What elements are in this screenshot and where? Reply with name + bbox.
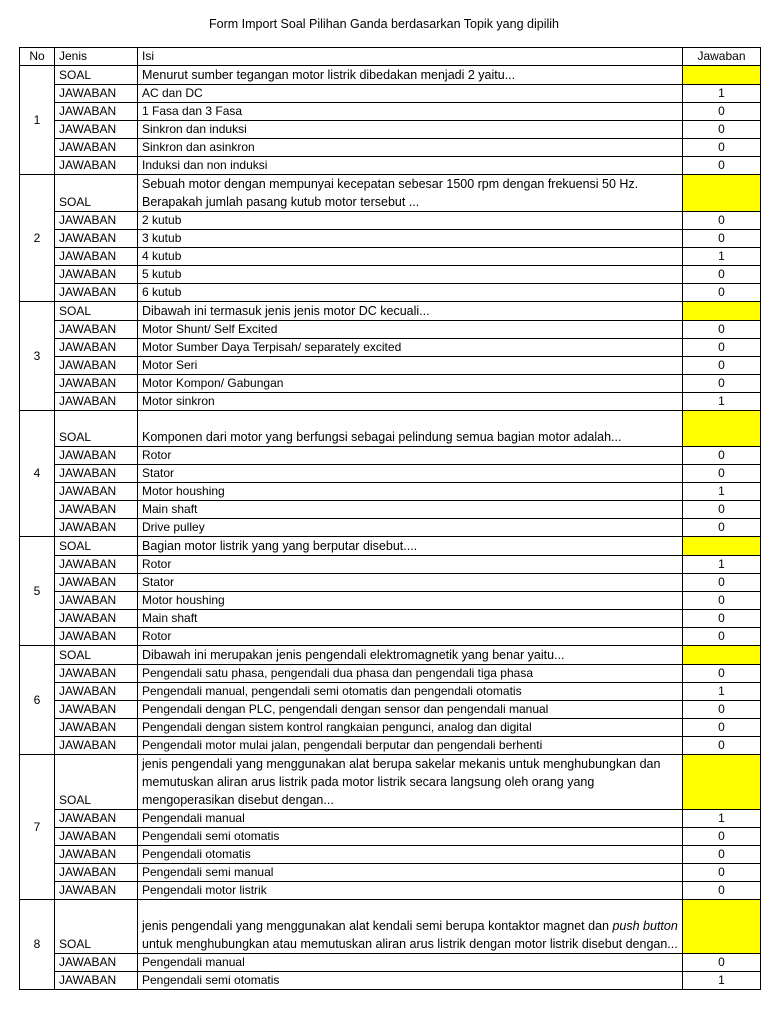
answer-text[interactable]: Stator bbox=[138, 574, 683, 592]
question-row bbox=[20, 175, 761, 212]
answer-text[interactable]: Pengendali semi otomatis bbox=[138, 972, 683, 990]
row-type-jawaban[interactable]: JAWABAN bbox=[55, 85, 138, 103]
answer-row bbox=[20, 810, 761, 828]
answer-value[interactable]: 0 bbox=[683, 864, 761, 882]
question-number: 3 bbox=[20, 302, 55, 411]
answer-text[interactable]: Pengendali semi otomatis bbox=[138, 828, 683, 846]
row-type-jawaban[interactable]: JAWABAN bbox=[55, 719, 138, 737]
question-row bbox=[20, 755, 761, 810]
answer-text[interactable]: Pengendali motor listrik bbox=[138, 882, 683, 900]
answer-text[interactable]: 4 kutub bbox=[138, 248, 683, 266]
row-type-jawaban[interactable]: JAWABAN bbox=[55, 954, 138, 972]
answer-value[interactable]: 0 bbox=[683, 501, 761, 519]
answer-row bbox=[20, 864, 761, 882]
row-type-soal[interactable]: SOAL bbox=[55, 411, 138, 447]
row-type-jawaban[interactable]: JAWABAN bbox=[55, 139, 138, 157]
answer-value[interactable]: 0 bbox=[683, 610, 761, 628]
answer-row bbox=[20, 121, 761, 139]
row-type-jawaban[interactable]: JAWABAN bbox=[55, 248, 138, 266]
answer-row bbox=[20, 628, 761, 646]
header-isi: Isi bbox=[138, 48, 683, 66]
row-type-jawaban[interactable]: JAWABAN bbox=[55, 230, 138, 248]
answer-value[interactable]: 1 bbox=[683, 810, 761, 828]
question-number: 1 bbox=[20, 66, 55, 175]
answer-text[interactable]: AC dan DC bbox=[138, 85, 683, 103]
answer-row bbox=[20, 230, 761, 248]
answer-text[interactable]: Motor sinkron bbox=[138, 393, 683, 411]
answer-text[interactable]: Pengendali motor mulai jalan, pengendali berputar dan pengendali berhenti bbox=[138, 737, 683, 755]
answer-text[interactable]: Pengendali manual, pengendali semi otomatis dan pengendali otomatis bbox=[138, 683, 683, 701]
answer-row bbox=[20, 972, 761, 990]
answer-row bbox=[20, 339, 761, 357]
row-type-jawaban[interactable]: JAWABAN bbox=[55, 157, 138, 175]
answer-value[interactable]: 0 bbox=[683, 357, 761, 375]
answer-value[interactable]: 0 bbox=[683, 284, 761, 302]
question-text[interactable]: Dibawah ini merupakan jenis pengendali elektromagnetik yang benar yaitu... bbox=[138, 646, 683, 665]
answer-value[interactable]: 1 bbox=[683, 972, 761, 990]
answer-row bbox=[20, 683, 761, 701]
row-type-jawaban[interactable]: JAWABAN bbox=[55, 882, 138, 900]
question-row bbox=[20, 900, 761, 954]
answer-value[interactable]: 1 bbox=[683, 248, 761, 266]
answer-text[interactable]: Pengendali dengan PLC, pengendali dengan sensor dan pengendali manual bbox=[138, 701, 683, 719]
answer-key-cell-highlight[interactable] bbox=[683, 755, 761, 810]
question-text[interactable]: Komponen dari motor yang berfungsi sebagai pelindung semua bagian motor adalah... bbox=[138, 411, 683, 447]
answer-text[interactable]: Motor houshing bbox=[138, 483, 683, 501]
answer-text[interactable]: Pengendali manual bbox=[138, 954, 683, 972]
row-type-jawaban[interactable]: JAWABAN bbox=[55, 574, 138, 592]
answer-value[interactable]: 0 bbox=[683, 447, 761, 465]
row-type-soal[interactable]: SOAL bbox=[55, 646, 138, 665]
answer-text[interactable]: Motor Sumber Daya Terpisah/ separately excited bbox=[138, 339, 683, 357]
answer-value[interactable]: 0 bbox=[683, 266, 761, 284]
question-number: 7 bbox=[20, 755, 55, 900]
answer-row bbox=[20, 519, 761, 537]
answer-value[interactable]: 1 bbox=[683, 683, 761, 701]
answer-text[interactable]: 6 kutub bbox=[138, 284, 683, 302]
answer-value[interactable]: 1 bbox=[683, 85, 761, 103]
row-type-jawaban[interactable]: JAWABAN bbox=[55, 701, 138, 719]
answer-key-cell-highlight[interactable] bbox=[683, 900, 761, 954]
row-type-jawaban[interactable]: JAWABAN bbox=[55, 121, 138, 139]
answer-row bbox=[20, 139, 761, 157]
row-type-jawaban[interactable]: JAWABAN bbox=[55, 828, 138, 846]
row-type-jawaban[interactable]: JAWABAN bbox=[55, 321, 138, 339]
answer-row bbox=[20, 701, 761, 719]
question-number: 8 bbox=[20, 900, 55, 990]
answer-text[interactable]: Main shaft bbox=[138, 610, 683, 628]
row-type-jawaban[interactable]: JAWABAN bbox=[55, 375, 138, 393]
answer-key-cell-highlight[interactable] bbox=[683, 302, 761, 321]
answer-key-cell-highlight[interactable] bbox=[683, 646, 761, 665]
answer-value[interactable]: 0 bbox=[683, 375, 761, 393]
row-type-jawaban[interactable]: JAWABAN bbox=[55, 357, 138, 375]
question-text[interactable]: Menurut sumber tegangan motor listrik dibedakan menjadi 2 yaitu... bbox=[138, 66, 683, 85]
answer-text[interactable]: Induksi dan non induksi bbox=[138, 157, 683, 175]
answer-value[interactable]: 0 bbox=[683, 339, 761, 357]
question-text-part: jenis pengendali yang menggunakan alat kendali semi berupa kontaktor magnet dan bbox=[142, 919, 613, 933]
answer-text[interactable]: Motor Kompon/ Gabungan bbox=[138, 375, 683, 393]
question-rows bbox=[20, 66, 761, 990]
answer-row bbox=[20, 574, 761, 592]
answer-row bbox=[20, 375, 761, 393]
answer-row bbox=[20, 465, 761, 483]
answer-text[interactable]: Sinkron dan asinkron bbox=[138, 139, 683, 157]
answer-text[interactable]: Stator bbox=[138, 465, 683, 483]
row-type-soal[interactable]: SOAL bbox=[55, 66, 138, 85]
question-import-table bbox=[19, 47, 761, 990]
answer-key-cell-highlight[interactable] bbox=[683, 537, 761, 556]
answer-value[interactable]: 0 bbox=[683, 628, 761, 646]
row-type-jawaban[interactable]: JAWABAN bbox=[55, 864, 138, 882]
row-type-soal[interactable]: SOAL bbox=[55, 302, 138, 321]
row-type-jawaban[interactable]: JAWABAN bbox=[55, 393, 138, 411]
answer-row bbox=[20, 321, 761, 339]
answer-value[interactable]: 0 bbox=[683, 212, 761, 230]
answer-text[interactable]: Motor Seri bbox=[138, 357, 683, 375]
row-type-soal[interactable]: SOAL bbox=[55, 175, 138, 212]
row-type-jawaban[interactable]: JAWABAN bbox=[55, 610, 138, 628]
answer-text[interactable]: 1 Fasa dan 3 Fasa bbox=[138, 103, 683, 121]
question-text-italic: push button bbox=[612, 919, 678, 933]
answer-value[interactable]: 0 bbox=[683, 103, 761, 121]
answer-value[interactable]: 1 bbox=[683, 483, 761, 501]
answer-key-cell-highlight[interactable] bbox=[683, 411, 761, 447]
answer-value[interactable]: 0 bbox=[683, 846, 761, 864]
row-type-jawaban[interactable]: JAWABAN bbox=[55, 465, 138, 483]
answer-value[interactable]: 0 bbox=[683, 157, 761, 175]
answer-text[interactable]: Pengendali otomatis bbox=[138, 846, 683, 864]
answer-row bbox=[20, 592, 761, 610]
answer-row bbox=[20, 393, 761, 411]
answer-text[interactable]: Main shaft bbox=[138, 501, 683, 519]
header-jawaban: Jawaban bbox=[683, 48, 761, 66]
answer-value[interactable]: 0 bbox=[683, 737, 761, 755]
answer-row bbox=[20, 737, 761, 755]
row-type-jawaban[interactable]: JAWABAN bbox=[55, 501, 138, 519]
answer-text[interactable]: Pengendali semi manual bbox=[138, 864, 683, 882]
answer-key-cell-highlight[interactable] bbox=[683, 66, 761, 85]
answer-text[interactable]: Motor Shunt/ Self Excited bbox=[138, 321, 683, 339]
answer-row bbox=[20, 846, 761, 864]
answer-value[interactable]: 0 bbox=[683, 665, 761, 683]
row-type-soal[interactable]: SOAL bbox=[55, 900, 138, 954]
answer-text[interactable]: 3 kutub bbox=[138, 230, 683, 248]
question-row bbox=[20, 537, 761, 556]
answer-row bbox=[20, 556, 761, 574]
row-type-soal[interactable]: SOAL bbox=[55, 755, 138, 810]
header-no: No bbox=[20, 48, 55, 66]
row-type-jawaban[interactable]: JAWABAN bbox=[55, 592, 138, 610]
answer-key-cell-highlight[interactable] bbox=[683, 175, 761, 212]
answer-text[interactable]: 5 kutub bbox=[138, 266, 683, 284]
answer-text[interactable]: Pengendali satu phasa, pengendali dua phasa dan pengendali tiga phasa bbox=[138, 665, 683, 683]
answer-value[interactable]: 0 bbox=[683, 574, 761, 592]
row-type-jawaban[interactable]: JAWABAN bbox=[55, 339, 138, 357]
answer-value[interactable]: 0 bbox=[683, 719, 761, 737]
answer-value[interactable]: 0 bbox=[683, 592, 761, 610]
question-row bbox=[20, 66, 761, 85]
question-row bbox=[20, 646, 761, 665]
row-type-jawaban[interactable]: JAWABAN bbox=[55, 846, 138, 864]
answer-value[interactable]: 0 bbox=[683, 701, 761, 719]
answer-text[interactable]: Rotor bbox=[138, 556, 683, 574]
question-number: 5 bbox=[20, 537, 55, 646]
question-text[interactable]: jenis pengendali yang menggunakan alat berupa sakelar mekanis untuk menghubungkan dan memutuskan aliran arus listrik pada motor listrik secara langsung oleh orang yang mengoperasikan disebut dengan... bbox=[138, 755, 683, 810]
answer-row bbox=[20, 447, 761, 465]
row-type-jawaban[interactable]: JAWABAN bbox=[55, 628, 138, 646]
answer-row bbox=[20, 828, 761, 846]
answer-row bbox=[20, 248, 761, 266]
question-number: 6 bbox=[20, 646, 55, 755]
answer-text[interactable]: Pengendali manual bbox=[138, 810, 683, 828]
row-type-jawaban[interactable]: JAWABAN bbox=[55, 266, 138, 284]
page-title: Form Import Soal Pilihan Ganda berdasarkan Topik yang dipilih bbox=[209, 17, 559, 31]
answer-value[interactable]: 0 bbox=[683, 828, 761, 846]
question-text[interactable]: Bagian motor listrik yang yang berputar disebut.... bbox=[138, 537, 683, 556]
answer-row bbox=[20, 85, 761, 103]
row-type-jawaban[interactable]: JAWABAN bbox=[55, 284, 138, 302]
row-type-jawaban[interactable]: JAWABAN bbox=[55, 483, 138, 501]
row-type-jawaban[interactable]: JAWABAN bbox=[55, 447, 138, 465]
answer-text[interactable]: 2 kutub bbox=[138, 212, 683, 230]
header-row bbox=[20, 48, 761, 66]
answer-value[interactable]: 0 bbox=[683, 519, 761, 537]
row-type-jawaban[interactable]: JAWABAN bbox=[55, 519, 138, 537]
answer-row bbox=[20, 157, 761, 175]
answer-row bbox=[20, 882, 761, 900]
answer-row bbox=[20, 610, 761, 628]
answer-row bbox=[20, 212, 761, 230]
question-row bbox=[20, 302, 761, 321]
row-type-jawaban[interactable]: JAWABAN bbox=[55, 683, 138, 701]
answer-text[interactable]: Rotor bbox=[138, 447, 683, 465]
answer-text[interactable]: Rotor bbox=[138, 628, 683, 646]
row-type-jawaban[interactable]: JAWABAN bbox=[55, 737, 138, 755]
question-row bbox=[20, 411, 761, 447]
answer-row bbox=[20, 954, 761, 972]
answer-value[interactable]: 0 bbox=[683, 321, 761, 339]
row-type-soal[interactable]: SOAL bbox=[55, 537, 138, 556]
question-text[interactable] bbox=[138, 900, 683, 954]
row-type-jawaban[interactable]: JAWABAN bbox=[55, 556, 138, 574]
answer-value[interactable]: 0 bbox=[683, 139, 761, 157]
row-type-jawaban[interactable]: JAWABAN bbox=[55, 103, 138, 121]
question-number: 4 bbox=[20, 411, 55, 537]
answer-row bbox=[20, 483, 761, 501]
row-type-jawaban[interactable]: JAWABAN bbox=[55, 972, 138, 990]
answer-value[interactable]: 0 bbox=[683, 882, 761, 900]
answer-value[interactable]: 0 bbox=[683, 465, 761, 483]
answer-row bbox=[20, 284, 761, 302]
answer-text[interactable]: Drive pulley bbox=[138, 519, 683, 537]
answer-row bbox=[20, 501, 761, 519]
answer-value[interactable]: 0 bbox=[683, 121, 761, 139]
answer-value[interactable]: 1 bbox=[683, 556, 761, 574]
row-type-jawaban[interactable]: JAWABAN bbox=[55, 665, 138, 683]
answer-row bbox=[20, 103, 761, 121]
row-type-jawaban[interactable]: JAWABAN bbox=[55, 810, 138, 828]
question-text[interactable]: Sebuah motor dengan mempunyai kecepatan sebesar 1500 rpm dengan frekuensi 50 Hz. Berapakah jumlah pasang kutub motor tersebut ... bbox=[138, 175, 683, 212]
question-text-part: untuk menghubungkan atau memutuskan aliran arus listrik dengan motor listrik disebut dengan... bbox=[142, 937, 678, 951]
question-text[interactable]: Dibawah ini termasuk jenis jenis motor DC kecuali... bbox=[138, 302, 683, 321]
answer-value[interactable]: 0 bbox=[683, 230, 761, 248]
answer-value[interactable]: 1 bbox=[683, 393, 761, 411]
answer-row bbox=[20, 719, 761, 737]
answer-text[interactable]: Motor houshing bbox=[138, 592, 683, 610]
answer-text[interactable]: Sinkron dan induksi bbox=[138, 121, 683, 139]
answer-value[interactable]: 0 bbox=[683, 954, 761, 972]
answer-row bbox=[20, 357, 761, 375]
question-number: 2 bbox=[20, 175, 55, 302]
answer-row bbox=[20, 665, 761, 683]
header-jenis: Jenis bbox=[55, 48, 138, 66]
answer-row bbox=[20, 266, 761, 284]
row-type-jawaban[interactable]: JAWABAN bbox=[55, 212, 138, 230]
answer-text[interactable]: Pengendali dengan sistem kontrol rangkaian pengunci, analog dan digital bbox=[138, 719, 683, 737]
